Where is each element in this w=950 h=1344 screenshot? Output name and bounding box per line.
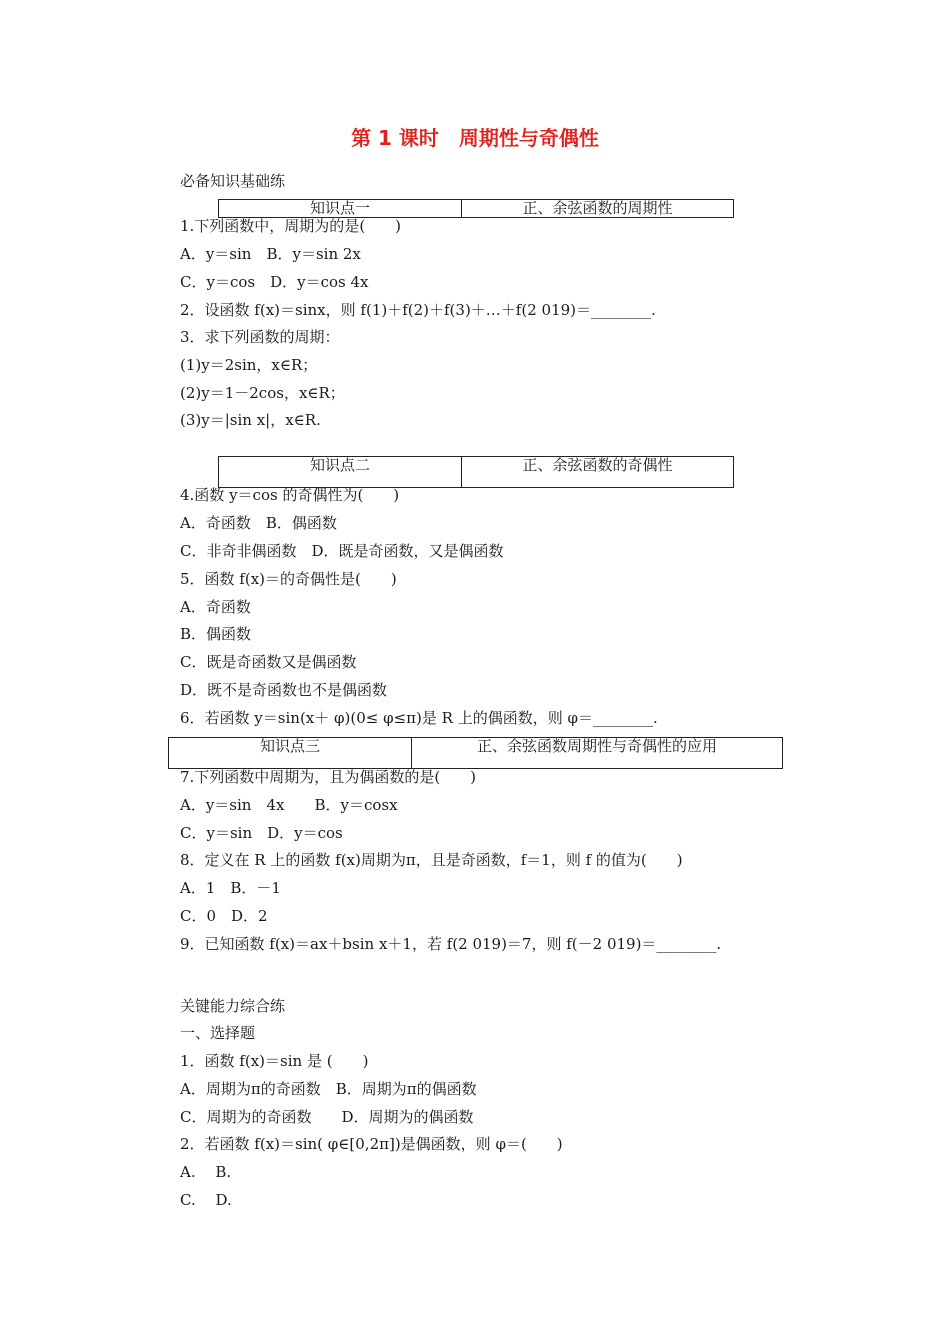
practice-2: 2．若函数 f(x)＝sin( φ∈[0,2π])是偶函数，则 φ＝( ) xyxy=(180,1135,563,1153)
question-7-options-cd: C．y＝sin D．y＝cos xyxy=(180,824,343,842)
question-4-options-cd: C．非奇非偶函数 D．既是奇函数，又是偶函数 xyxy=(180,542,504,560)
question-7: 7.下列函数中周期为，且为偶函数的是( ) xyxy=(180,768,477,786)
question-5-option-a: A．奇函数 xyxy=(180,598,251,616)
question-5-option-b: B．偶函数 xyxy=(180,625,252,643)
kp3-label: 知识点三 xyxy=(169,738,412,768)
question-3-part-3: (3)y＝|sin x|，x∈R. xyxy=(180,411,321,429)
kp2-label: 知识点二 xyxy=(219,457,462,487)
practice-1: 1．函数 f(x)＝sin 是 ( ) xyxy=(180,1052,369,1070)
question-1: 1.下列函数中，周期为的是( ) xyxy=(180,217,402,235)
question-5: 5．函数 f(x)＝的奇偶性是( ) xyxy=(180,570,397,588)
question-3-part-1: (1)y＝2sin，x∈R； xyxy=(180,356,318,374)
section-subheading-choice: 一、选择题 xyxy=(180,1024,256,1042)
kp2-topic: 正、余弦函数的奇偶性 xyxy=(522,456,673,474)
question-7-options-ab: A．y＝sin 4x B．y＝cosx xyxy=(180,796,398,814)
section-heading-basic: 必备知识基础练 xyxy=(180,172,286,190)
page-title: 第 1 课时 周期性与奇偶性 xyxy=(351,126,599,150)
question-9: 9．已知函数 f(x)＝ax＋bsin x＋1，若 f(2 019)＝7，则 f(－2 019)＝________. xyxy=(180,935,722,953)
question-2: 2．设函数 f(x)＝sinx，则 f(1)＋f(2)＋f(3)＋…＋f(2 019)＝________. xyxy=(180,301,656,319)
knowledge-point-table-2 xyxy=(218,456,734,488)
question-4-options-ab: A．奇函数 B．偶函数 xyxy=(180,514,337,532)
kp3-topic: 正、余弦函数周期性与奇偶性的应用 xyxy=(476,737,717,755)
kp1-label: 知识点一 xyxy=(219,200,462,217)
question-5-option-c: C．既是奇函数又是偶函数 xyxy=(180,653,357,671)
knowledge-point-table-3 xyxy=(168,737,783,769)
practice-1-options-cd: C．周期为的奇函数 D．周期为的偶函数 xyxy=(180,1108,474,1126)
kp1-topic: 正、余弦函数的周期性 xyxy=(522,199,673,217)
question-1-options-ab: A．y＝sin B．y＝sin 2x xyxy=(180,245,361,263)
question-4: 4.函数 y＝cos 的奇偶性为( ) xyxy=(180,486,400,504)
question-5-option-d: D．既不是奇函数也不是偶函数 xyxy=(180,681,388,699)
practice-2-options-cd: C. D. xyxy=(180,1191,232,1209)
practice-2-options-ab: A. B. xyxy=(180,1163,232,1181)
question-8: 8．定义在 R 上的函数 f(x)周期为π，且是奇函数，f＝1，则 f 的值为( ) xyxy=(180,851,683,869)
question-3-part-2: (2)y＝1－2cos，x∈R； xyxy=(180,384,345,402)
question-8-options-cd: C．0 D．2 xyxy=(180,907,268,925)
question-8-options-ab: A．1 B．－1 xyxy=(180,879,281,897)
question-6: 6．若函数 y＝sin(x＋ φ)(0≤ φ≤π)是 R 上的偶函数，则 φ＝________. xyxy=(180,709,658,727)
section-heading-ability: 关键能力综合练 xyxy=(180,997,286,1015)
question-1-options-cd: C．y＝cos D．y＝cos 4x xyxy=(180,273,369,291)
practice-1-options-ab: A．周期为π的奇函数 B．周期为π的偶函数 xyxy=(180,1080,477,1098)
question-3: 3．求下列函数的周期： xyxy=(180,328,340,346)
